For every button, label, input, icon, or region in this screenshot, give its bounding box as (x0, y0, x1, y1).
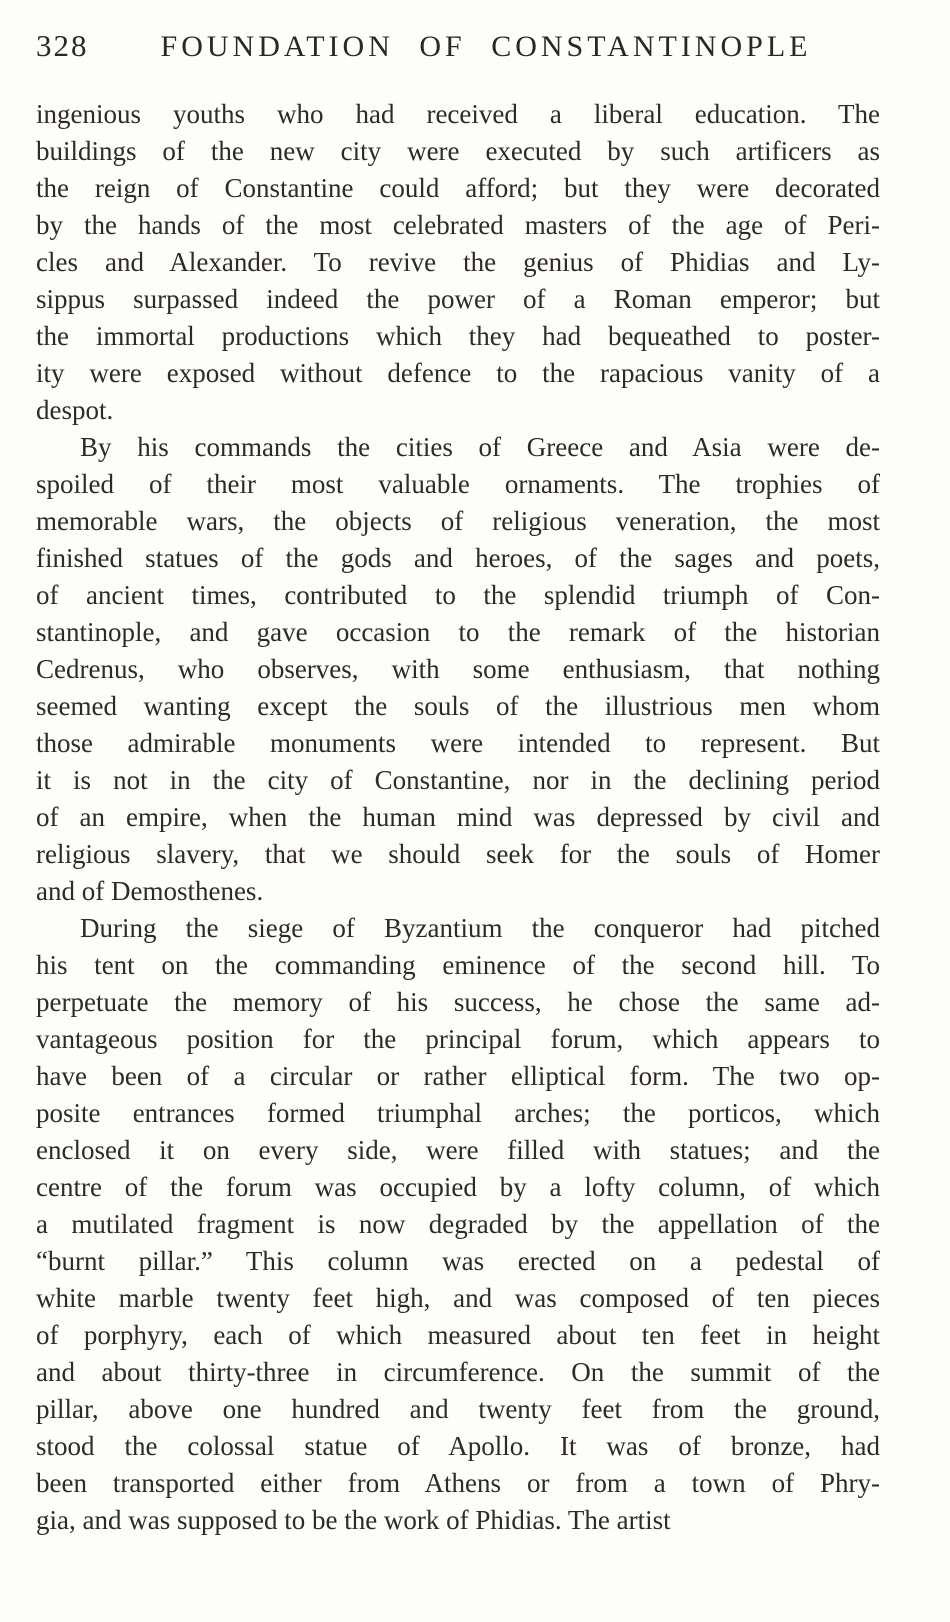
text-line: enclosed it on every side, were filled with statues; and the (36, 1135, 880, 1165)
text-line: stantinople, and gave occasion to the remark of the historian (36, 617, 880, 647)
text-line: white marble twenty feet high, and was composed of ten pieces (36, 1283, 880, 1313)
text-line: cles and Alexander. To revive the genius of Phidias and Ly- (36, 247, 880, 277)
text-line: and about thirty-three in circumference. On the summit of the (36, 1357, 880, 1387)
text-line: pillar, above one hundred and twenty feet from the ground, (36, 1394, 880, 1424)
text-line: During the siege of Byzantium the conqueror had pitched (80, 913, 880, 943)
text-line: seemed wanting except the souls of the illustrious men whom (36, 691, 880, 721)
text-line: By his commands the cities of Greece and Asia were de- (80, 432, 880, 462)
text-line: posite entrances formed triumphal arches; the porticos, which (36, 1098, 880, 1128)
text-line: those admirable monuments were intended to represent. But (36, 728, 880, 758)
text-line: have been of a circular or rather elliptical form. The two op- (36, 1061, 880, 1091)
text-line: memorable wars, the objects of religious veneration, the most (36, 506, 880, 536)
text-line: religious slavery, that we should seek for the souls of Homer (36, 839, 880, 869)
text-line: ingenious youths who had received a liberal education. The (36, 99, 880, 129)
page-header (36, 28, 880, 64)
text-line: ity were exposed without defence to the rapacious vanity of a (36, 358, 880, 388)
text-line: finished statues of the gods and heroes, of the sages and poets, (36, 543, 880, 573)
text-line: Cedrenus, who observes, with some enthusiasm, that nothing (36, 654, 880, 684)
text-line: buildings of the new city were executed by such artificers as (36, 136, 880, 166)
paragraph (36, 910, 880, 1539)
text-line: of ancient times, contributed to the splendid triumph of Con- (36, 580, 880, 610)
text-line: despot. (36, 395, 114, 425)
running-title: FOUNDATION OF CONSTANTINOPLE (160, 30, 812, 63)
text-line: stood the colossal statue of Apollo. It was of bronze, had (36, 1431, 880, 1461)
text-line: spoiled of their most valuable ornaments. The trophies of (36, 469, 880, 499)
text-line: it is not in the city of Constantine, nor in the declining period (36, 765, 880, 795)
text-line: vantageous position for the principal forum, which appears to (36, 1024, 880, 1054)
text-line: the reign of Constantine could afford; but they were decorated (36, 173, 880, 203)
text-line: gia, and was supposed to be the work of Phidias. The artist (36, 1505, 671, 1535)
text-line: centre of the forum was occupied by a lofty column, of which (36, 1172, 880, 1202)
page-body (36, 96, 880, 1539)
text-line: his tent on the commanding eminence of the second hill. To (36, 950, 880, 980)
text-line: of an empire, when the human mind was depressed by civil and (36, 802, 880, 832)
paragraph (36, 429, 880, 910)
text-line: the immortal productions which they had bequeathed to poster- (36, 321, 880, 351)
text-line: “burnt pillar.” This column was erected on a pedestal of (36, 1246, 880, 1276)
text-line: and of Demosthenes. (36, 876, 264, 906)
text-line: perpetuate the memory of his success, he chose the same ad- (36, 987, 880, 1017)
paragraph (36, 96, 880, 429)
text-line: of porphyry, each of which measured about ten feet in height (36, 1320, 880, 1350)
text-line: been transported either from Athens or from a town of Phry- (36, 1468, 880, 1498)
text-line: sippus surpassed indeed the power of a Roman emperor; but (36, 284, 880, 314)
text-line: by the hands of the most celebrated masters of the age of Peri- (36, 210, 880, 240)
page-number: 328 (36, 28, 89, 63)
text-line: a mutilated fragment is now degraded by the appellation of the (36, 1209, 880, 1239)
